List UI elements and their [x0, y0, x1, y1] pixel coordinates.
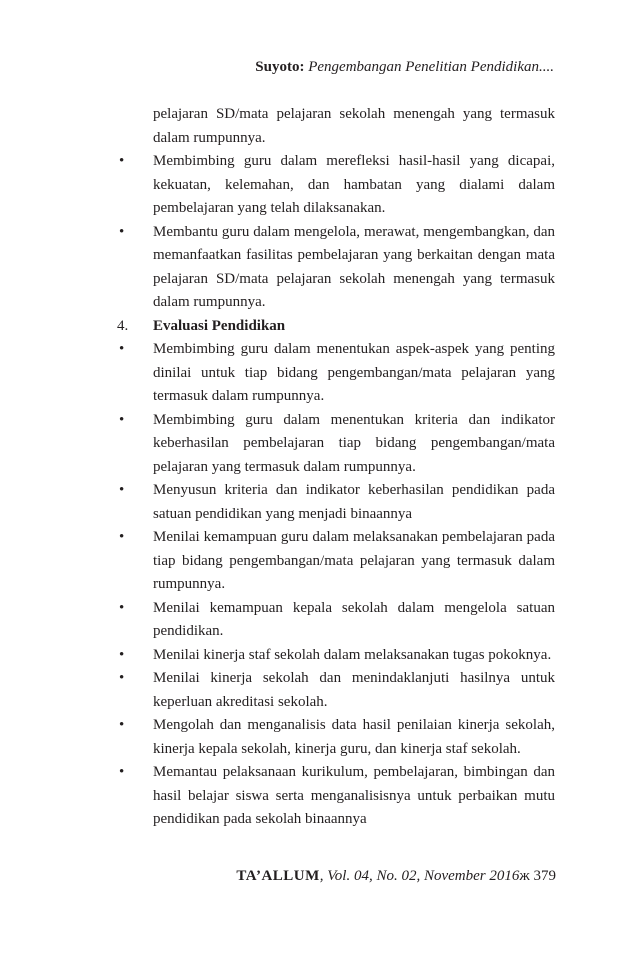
body-content	[117, 103, 555, 832]
list-item	[117, 409, 555, 480]
list-item	[117, 338, 555, 409]
list-item-text: Menilai kemampuan guru dalam melaksanakan pembelajaran pada tiap bidang pengembangan/mata pelajaran yang termasuk dalam rumpunnya.	[153, 529, 555, 592]
bullet-marker: •	[119, 411, 125, 428]
footer-separator: ж	[519, 868, 530, 884]
list-item	[117, 644, 555, 668]
bullet-marker: •	[119, 223, 125, 240]
list-item-text: Menyusun kriteria dan indikator keberhasilan pendidikan pada satuan pendidikan yang menjadi binaannya	[153, 482, 555, 522]
bullet-marker: •	[119, 599, 125, 616]
running-footer	[236, 868, 556, 885]
bullet-marker: •	[119, 646, 125, 663]
list-item	[117, 597, 555, 644]
list-item	[117, 221, 555, 315]
bullet-marker: •	[119, 717, 125, 733]
list-item	[117, 714, 555, 761]
list-item	[117, 479, 555, 526]
bullet-marker: •	[119, 529, 125, 545]
footer-issue: , Vol. 04, No. 02, November 2016	[319, 868, 520, 884]
section-heading	[117, 315, 555, 339]
list-item-text: Membimbing guru dalam merefleksi hasil-hasil yang dicapai, kekuatan, kelemahan, dan hambatan yang dialami dalam pembelajaran yang telah dilaksanakan.	[153, 153, 555, 216]
bullet-marker: •	[119, 153, 125, 169]
list-item-text: Memantau pelaksanaan kurikulum, pembelajaran, bimbingan dan hasil belajar siswa serta menganalisisnya untuk perbaikan mutu pendidikan pada sekolah binaannya	[153, 764, 555, 827]
continuation-paragraph	[117, 103, 555, 150]
list-item	[117, 150, 555, 221]
list-item	[117, 526, 555, 597]
bullet-marker: •	[119, 341, 125, 357]
list-item	[117, 761, 555, 832]
list-item-text: Menilai kinerja staf sekolah dalam melaksanakan tugas pokoknya.	[153, 646, 552, 663]
bullet-marker: •	[119, 764, 125, 780]
header-author: Suyoto:	[255, 59, 305, 75]
footer-journal: TA’ALLUM	[236, 868, 320, 884]
list-item-text: Menilai kinerja sekolah dan menindaklanjuti hasilnya untuk keperluan akreditasi sekolah.	[153, 670, 555, 710]
bullet-marker: •	[119, 670, 125, 686]
list-item-text: Membimbing guru dalam menentukan kriteria dan indikator keberhasilan pembelajaran tiap bidang pengembangan/mata pelajaran yang termasuk dalam rumpunnya.	[153, 411, 555, 475]
continuation-text: pelajaran SD/mata pelajaran sekolah menengah yang termasuk dalam rumpunnya.	[153, 106, 555, 146]
list-item-text: Membimbing guru dalam menentukan aspek-aspek yang penting dinilai untuk tiap bidang pengembangan/mata pelajaran yang termasuk dalam rumpunnya.	[153, 341, 555, 404]
section-number: 4.	[117, 317, 129, 334]
list-item	[117, 667, 555, 714]
header-title: Pengembangan Penelitian Pendidikan....	[308, 59, 554, 75]
bullet-marker: •	[119, 482, 125, 498]
page-number: 379	[533, 868, 556, 884]
running-header	[255, 59, 554, 76]
list-item-text: Mengolah dan menganalisis data hasil penilaian kinerja sekolah, kinerja kepala sekolah, kinerja guru, dan kinerja staf sekolah.	[153, 717, 555, 757]
list-item-text: Menilai kemampuan kepala sekolah dalam mengelola satuan pendidikan.	[153, 599, 555, 639]
section-title: Evaluasi Pendidikan	[153, 317, 286, 334]
list-item-text: Membantu guru dalam mengelola, merawat, mengembangkan, dan memanfaatkan fasilitas pembelajaran yang berkaitan dengan mata pelajaran SD/mata pelajaran sekolah menengah yang termasuk dalam rumpunnya.	[153, 223, 555, 310]
